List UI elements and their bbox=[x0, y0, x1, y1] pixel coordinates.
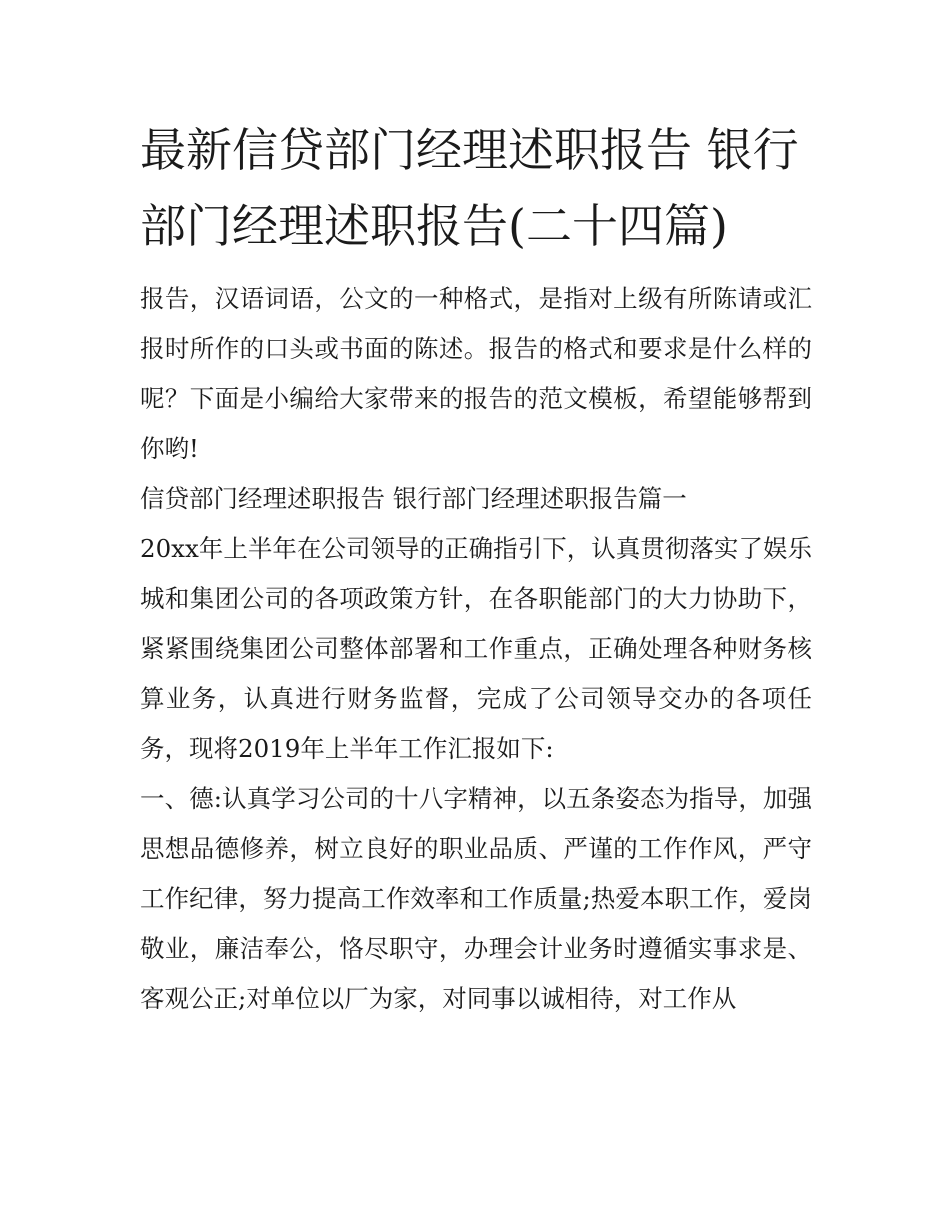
intro-paragraph: 报告，汉语词语，公文的一种格式，是指对上级有所陈请或汇报时所作的口头或书面的陈述。报告的格式和要求是什么样的呢？下面是小编给大家带来的报告的范文模板，希望能够帮到你哟! bbox=[140, 284, 812, 463]
document-body bbox=[140, 112, 812, 1024]
body-paragraph: 一、德:认真学习公司的十八字精神，以五条姿态为指导，加强思想品德修养，树立良好的职业品质、严谨的工作作风，严守工作纪律，努力提高工作效率和工作质量;热爱本职工作，爱岗敬业，廉洁奉公，恪尽职守，办理会计业务时遵循实事求是、客观公正;对单位以厂为家，对同事以诚相待，对工作从 bbox=[140, 784, 812, 1013]
document-title: 最新信贷部门经理述职报告 银行部门经理述职报告(二十四篇) bbox=[140, 123, 799, 253]
section-heading: 信贷部门经理述职报告 银行部门经理述职报告篇一 bbox=[140, 484, 687, 513]
body-paragraph: 20xx年上半年在公司领导的正确指引下，认真贯彻落实了娱乐城和集团公司的各项政策方针，在各职能部门的大力协助下，紧紧围绕集团公司整体部署和工作重点，正确处理各种财务核算业务，认真进行财务监督，完成了公司领导交办的各项任务，现将2019年上半年工作汇报如下: bbox=[140, 534, 812, 763]
